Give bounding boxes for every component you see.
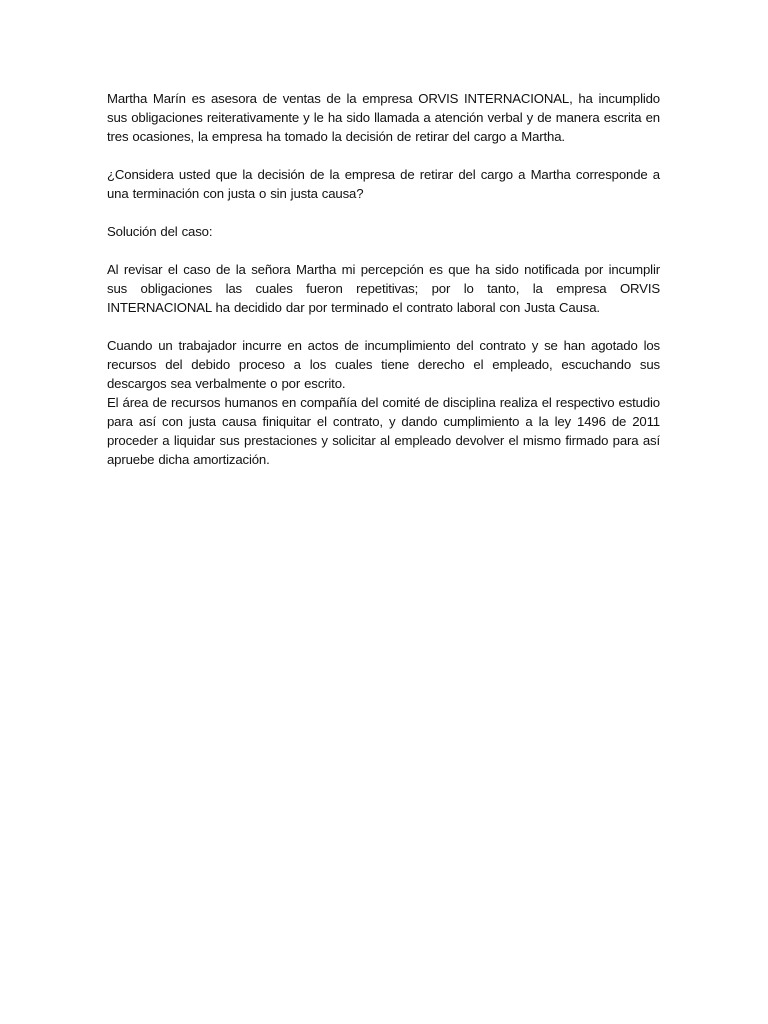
case-statement-paragraph: Martha Marín es asesora de ventas de la empresa ORVIS INTERNACIONAL, ha incumplido sus obligaciones reiterativamente y le ha sido llamada a atención verbal y de manera escrita en tres ocasiones, la empresa ha tomado la decisión de retirar del cargo a Martha. [107, 91, 660, 144]
solution-paragraph-3: El área de recursos humanos en compañía del comité de disciplina realiza el respectivo estudio para así con justa causa finiquitar el contrato, y dando cumplimiento a la ley 1496 de 2011 proceder a liquidar sus prestaciones y solicitar al empleado devolver el mismo firmado para así apruebe dicha amortización. [107, 395, 660, 467]
document-body [107, 89, 660, 469]
solution-paragraph-1: Al revisar el caso de la señora Martha mi percepción es que ha sido notificada por incumplir sus obligaciones las cuales fueron repetitivas; por lo tanto, la empresa ORVIS INTERNACIONAL ha decidido dar por terminado el contrato laboral con Justa Causa. [107, 262, 660, 315]
case-question-paragraph: ¿Considera usted que la decisión de la empresa de retirar del cargo a Martha corresponde a una terminación con justa o sin justa causa? [107, 167, 660, 201]
solution-heading: Solución del caso: [107, 224, 213, 239]
solution-paragraph-2: Cuando un trabajador incurre en actos de incumplimiento del contrato y se han agotado los recursos del debido proceso a los cuales tiene derecho el empleado, escuchando sus descargos sea verbalmente o por escrito. [107, 338, 660, 391]
